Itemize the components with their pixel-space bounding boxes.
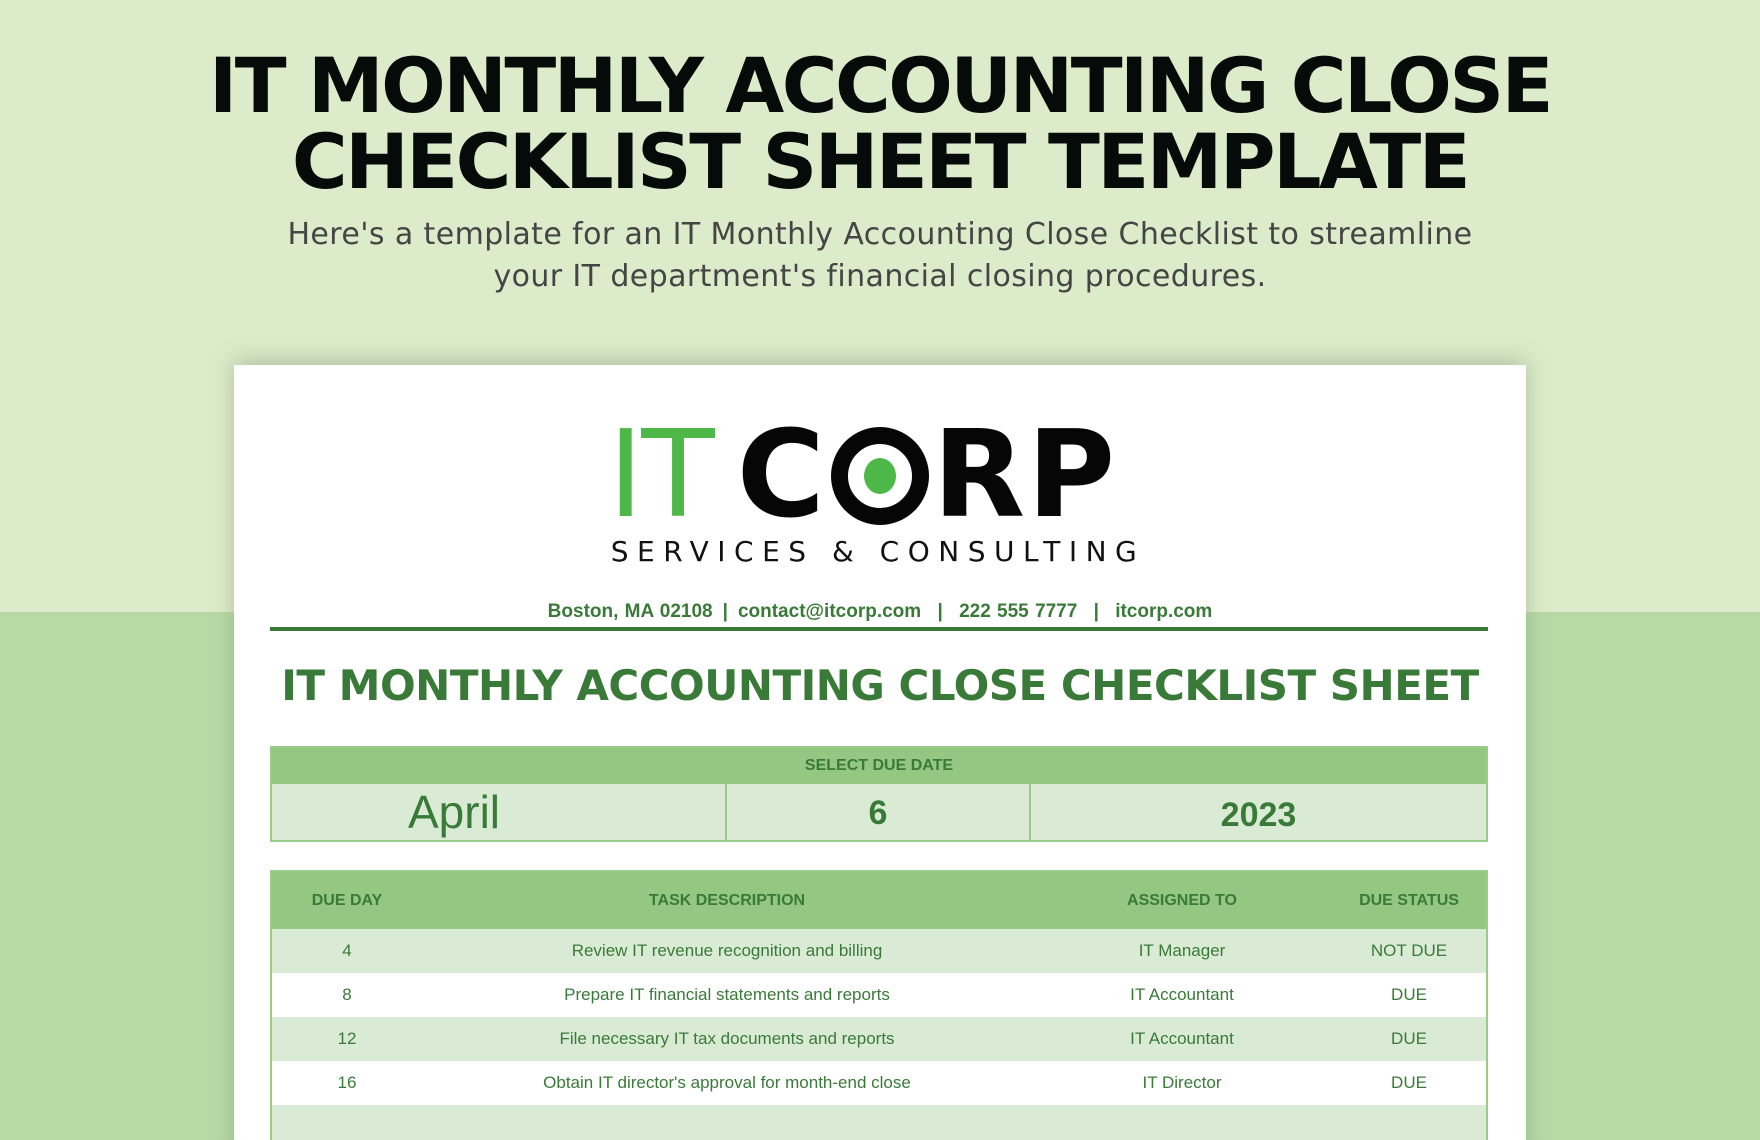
cell-status: DUE bbox=[1391, 1073, 1427, 1092]
cell-task: File necessary IT tax documents and reports bbox=[559, 1029, 895, 1048]
due-date-label: SELECT DUE DATE bbox=[272, 748, 1486, 784]
contact-line bbox=[234, 601, 1526, 623]
cell-task: Obtain IT director's approval for month-end close bbox=[543, 1073, 911, 1092]
hero-subtitle-line-1: Here's a template for an IT Monthly Accounting Close Checklist to streamline bbox=[287, 217, 1473, 252]
due-date-day-select[interactable]: 6 bbox=[727, 784, 1031, 840]
cell-assigned-to: IT Director bbox=[1142, 1073, 1222, 1092]
cell-task: Prepare IT financial statements and reports bbox=[564, 985, 890, 1004]
table-row bbox=[272, 973, 1486, 1017]
hero-title bbox=[0, 41, 1760, 206]
contact-address: Boston, MA 02108 bbox=[547, 601, 713, 622]
table-row-empty bbox=[272, 1105, 1486, 1140]
due-date-selector bbox=[270, 746, 1488, 842]
logo-wordmark bbox=[608, 406, 1118, 545]
logo-letters-rp: RP bbox=[932, 406, 1118, 545]
cell-status: NOT DUE bbox=[1370, 941, 1448, 960]
due-date-year-select[interactable]: 2023 bbox=[1220, 795, 1297, 834]
cell-assigned-to: IT Accountant bbox=[1130, 985, 1234, 1004]
hero-subtitle-line-2: your IT department's financial closing procedures. bbox=[493, 259, 1267, 294]
cell-due-day: 4 bbox=[342, 941, 352, 960]
logo-it-text: IT bbox=[608, 406, 713, 545]
target-ring-icon bbox=[831, 427, 929, 525]
contact-website[interactable]: itcorp.com bbox=[1115, 601, 1213, 622]
checklist-table bbox=[270, 870, 1488, 1140]
cell-due-day: 12 bbox=[337, 1029, 357, 1048]
header-divider bbox=[270, 627, 1488, 631]
cell-assigned-to: IT Accountant bbox=[1130, 1029, 1234, 1048]
header-due-status: DUE STATUS bbox=[1359, 891, 1459, 909]
header-assigned-to: ASSIGNED TO bbox=[1127, 891, 1237, 909]
due-date-fields bbox=[272, 784, 1486, 840]
table-row bbox=[272, 1061, 1486, 1105]
separator: | bbox=[722, 601, 728, 622]
sheet-title: IT MONTHLY ACCOUNTING CLOSE CHECKLIST SHEET bbox=[281, 661, 1479, 710]
due-date-month-select[interactable]: April bbox=[272, 784, 727, 840]
header-due-day: DUE DAY bbox=[311, 891, 383, 909]
hero-title-line-2: CHECKLIST SHEET TEMPLATE bbox=[291, 117, 1469, 206]
cell-task: Review IT revenue recognition and billing bbox=[571, 941, 883, 960]
table-row bbox=[272, 929, 1486, 973]
cell-assigned-to: IT Manager bbox=[1138, 941, 1226, 960]
document-card bbox=[234, 365, 1526, 1140]
table-row bbox=[272, 1017, 1486, 1061]
cell-due-day: 8 bbox=[342, 985, 352, 1004]
logo-tagline: SERVICES & CONSULTING bbox=[610, 535, 1146, 568]
cell-due-day: 16 bbox=[337, 1073, 357, 1092]
hero-subtitle bbox=[0, 214, 1760, 298]
logo-letter-c: C bbox=[736, 406, 827, 545]
contact-email[interactable]: contact@itcorp.com bbox=[737, 601, 922, 622]
header-task-description: TASK DESCRIPTION bbox=[648, 891, 806, 909]
separator: | bbox=[1093, 601, 1099, 622]
separator: | bbox=[937, 601, 943, 622]
hero-title-line-1: IT MONTHLY ACCOUNTING CLOSE bbox=[208, 41, 1552, 130]
contact-phone: 222 555 7777 bbox=[959, 601, 1078, 622]
cell-status: DUE bbox=[1391, 985, 1427, 1004]
cell-status: DUE bbox=[1391, 1029, 1427, 1048]
table-header bbox=[272, 872, 1486, 929]
logo-corp-text bbox=[736, 406, 1118, 545]
